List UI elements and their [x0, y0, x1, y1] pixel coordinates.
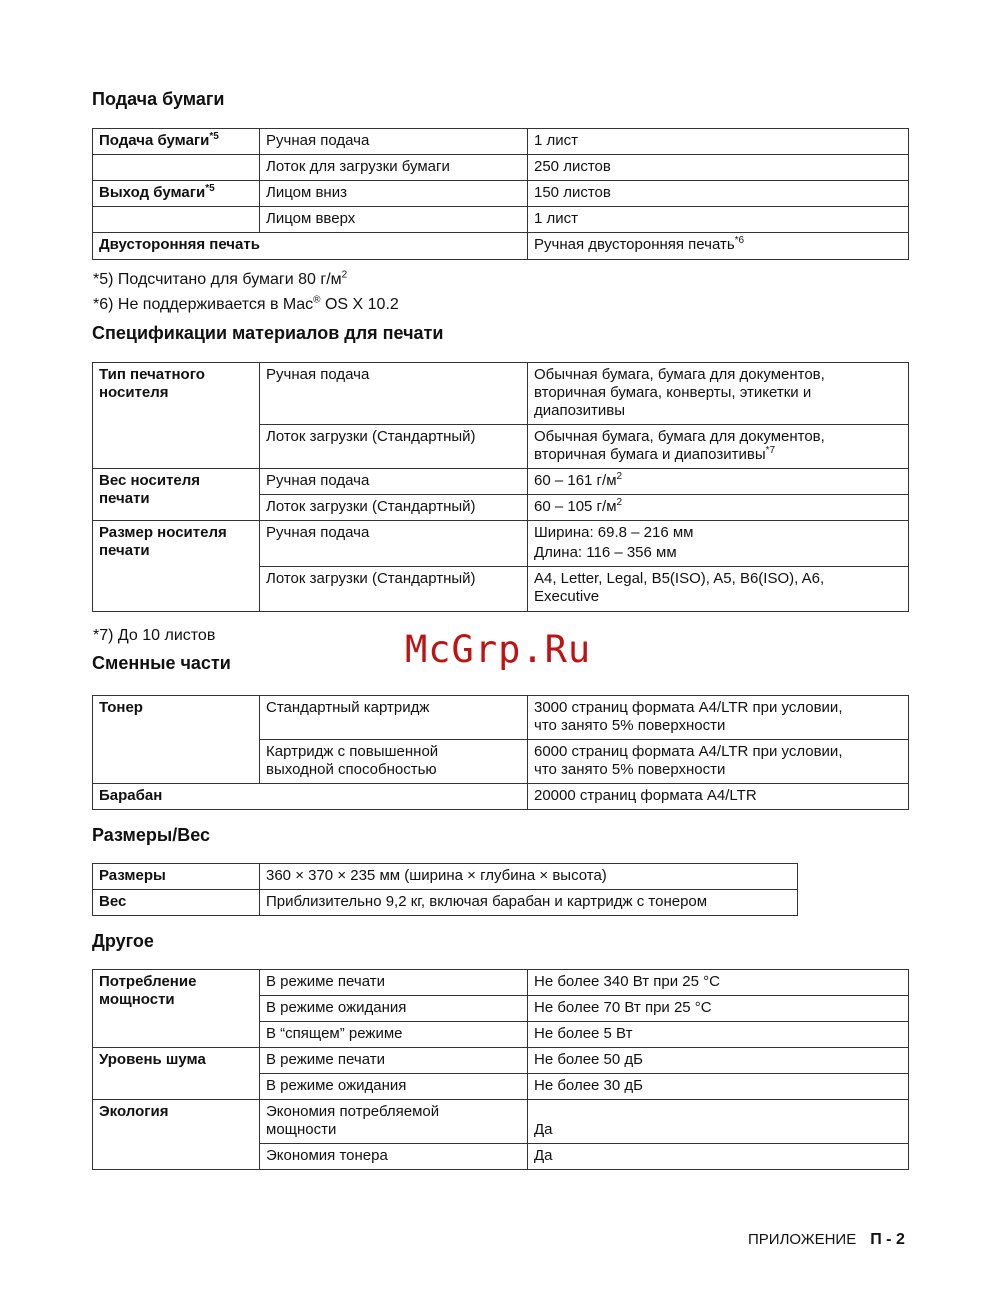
power-standby-mode: В режиме ожидания: [260, 996, 528, 1022]
media-size-tray: Лоток загрузки (Стандартный): [260, 567, 528, 612]
ecology-label: Экология: [93, 1100, 260, 1170]
media-type-tray: Лоток загрузки (Стандартный): [260, 425, 528, 469]
empty-cell: [93, 207, 260, 233]
watermark-text: McGrp.Ru: [405, 628, 592, 671]
noise-print-value: Не более 50 дБ: [528, 1048, 909, 1074]
face-down-cell: Лицом вниз: [260, 181, 528, 207]
media-weight-manual: Ручная подача: [260, 469, 528, 495]
paper-output-label: Выход бумаги$^{*5}$: [93, 181, 260, 207]
dimensions-value: 360 × 370 × 235 мм (ширина × глубина × высота): [260, 864, 798, 890]
power-print-value: Не более 340 Вт при 25 °C: [528, 970, 909, 996]
tray-value: 250 листов: [528, 155, 909, 181]
eco-power-saving-value: Да: [528, 1100, 909, 1144]
power-sleep-mode: В “спящем” режиме: [260, 1022, 528, 1048]
media-size-manual-value: Ширина: 69.8 – 216 мм Длина: 116 – 356 мм: [528, 521, 909, 567]
media-weight-tray: Лоток загрузки (Стандартный): [260, 495, 528, 521]
section-title-other: Другое: [92, 931, 154, 951]
paper-input-label: Подача бумаги$^{*5}$: [93, 129, 260, 155]
other-table: [92, 969, 909, 1170]
standard-cartridge-value: 3000 страниц формата A4/LTR при условии, что занято 5% поверхности: [528, 696, 909, 740]
noise-standby-value: Не более 30 дБ: [528, 1074, 909, 1100]
duplex-label: Двусторонняя печать: [93, 233, 528, 260]
footnote-6: *6) Не поддерживается в Mac® OS X 10.2: [93, 294, 399, 313]
page-footer: [748, 1231, 905, 1249]
high-yield-cartridge: Картридж с повышенной выходной способностью: [260, 740, 528, 784]
empty-cell: [93, 155, 260, 181]
power-print-mode: В режиме печати: [260, 970, 528, 996]
weight-value: Приблизительно 9,2 кг, включая барабан и картридж с тонером: [260, 890, 798, 916]
page-number: П - 2: [870, 1231, 905, 1248]
media-weight-manual-value: 60 – 161 $г/м^2$: [528, 469, 909, 495]
section-title-media-specs: Спецификации материалов для печати: [92, 323, 444, 343]
face-up-cell: Лицом вверх: [260, 207, 528, 233]
weight-label: Вес: [93, 890, 260, 916]
face-down-value: 150 листов: [528, 181, 909, 207]
drum-label: Барабан: [93, 784, 528, 810]
eco-power-saving: Экономия потребляемой мощности: [260, 1100, 528, 1144]
manual-feed-cell: Ручная подача: [260, 129, 528, 155]
section-title-paper-feed: Подача бумаги: [92, 89, 225, 109]
footnote-7: *7) До 10 листов: [93, 627, 216, 644]
noise-label: Уровень шума: [93, 1048, 260, 1100]
standard-cartridge: Стандартный картридж: [260, 696, 528, 740]
section-title-dimensions: Размеры/Вес: [92, 825, 210, 845]
toner-label: Тонер: [93, 696, 260, 784]
media-type-tray-value: Обычная бумага, бумага для документов, вторичная бумага и диапозитивы$^{*7}$: [528, 425, 909, 469]
eco-toner-saving-value: Да: [528, 1144, 909, 1170]
noise-print-mode: В режиме печати: [260, 1048, 528, 1074]
consumables-table: [92, 695, 909, 810]
media-weight-label: Вес носителя печати: [93, 469, 260, 521]
manual-feed-value: 1 лист: [528, 129, 909, 155]
media-specs-table: [92, 362, 909, 612]
dimensions-label: Размеры: [93, 864, 260, 890]
media-type-manual-value: Обычная бумага, бумага для документов, вторичная бумага, конверты, этикетки и диапозитивы: [528, 363, 909, 425]
noise-standby-mode: В режиме ожидания: [260, 1074, 528, 1100]
power-label: Потребление мощности: [93, 970, 260, 1048]
footer-section: ПРИЛОЖЕНИЕ: [748, 1231, 857, 1248]
paper-feed-table: [92, 128, 909, 260]
media-weight-tray-value: 60 – 105 $г/м^2$: [528, 495, 909, 521]
eco-toner-saving: Экономия тонера: [260, 1144, 528, 1170]
media-size-label: Размер носителя печати: [93, 521, 260, 612]
power-sleep-value: Не более 5 Вт: [528, 1022, 909, 1048]
drum-value: 20000 страниц формата A4/LTR: [528, 784, 909, 810]
tray-cell: Лоток для загрузки бумаги: [260, 155, 528, 181]
media-size-manual: Ручная подача: [260, 521, 528, 567]
media-type-label: Тип печатного носителя: [93, 363, 260, 469]
face-up-value: 1 лист: [528, 207, 909, 233]
section-title-consumables: Сменные части: [92, 653, 231, 673]
media-size-tray-value: A4, Letter, Legal, B5(ISO), A5, B6(ISO), A6, Executive: [528, 567, 909, 612]
media-type-manual: Ручная подача: [260, 363, 528, 425]
footnote-5: *5) Подсчитано для бумаги 80 $г/м^2$: [93, 269, 348, 288]
power-standby-value: Не более 70 Вт при 25 °C: [528, 996, 909, 1022]
high-yield-cartridge-value: 6000 страниц формата A4/LTR при условии, что занято 5% поверхности: [528, 740, 909, 784]
duplex-value: Ручная двусторонняя печать$^{*6}$: [528, 233, 909, 260]
dimensions-table: [92, 863, 798, 916]
